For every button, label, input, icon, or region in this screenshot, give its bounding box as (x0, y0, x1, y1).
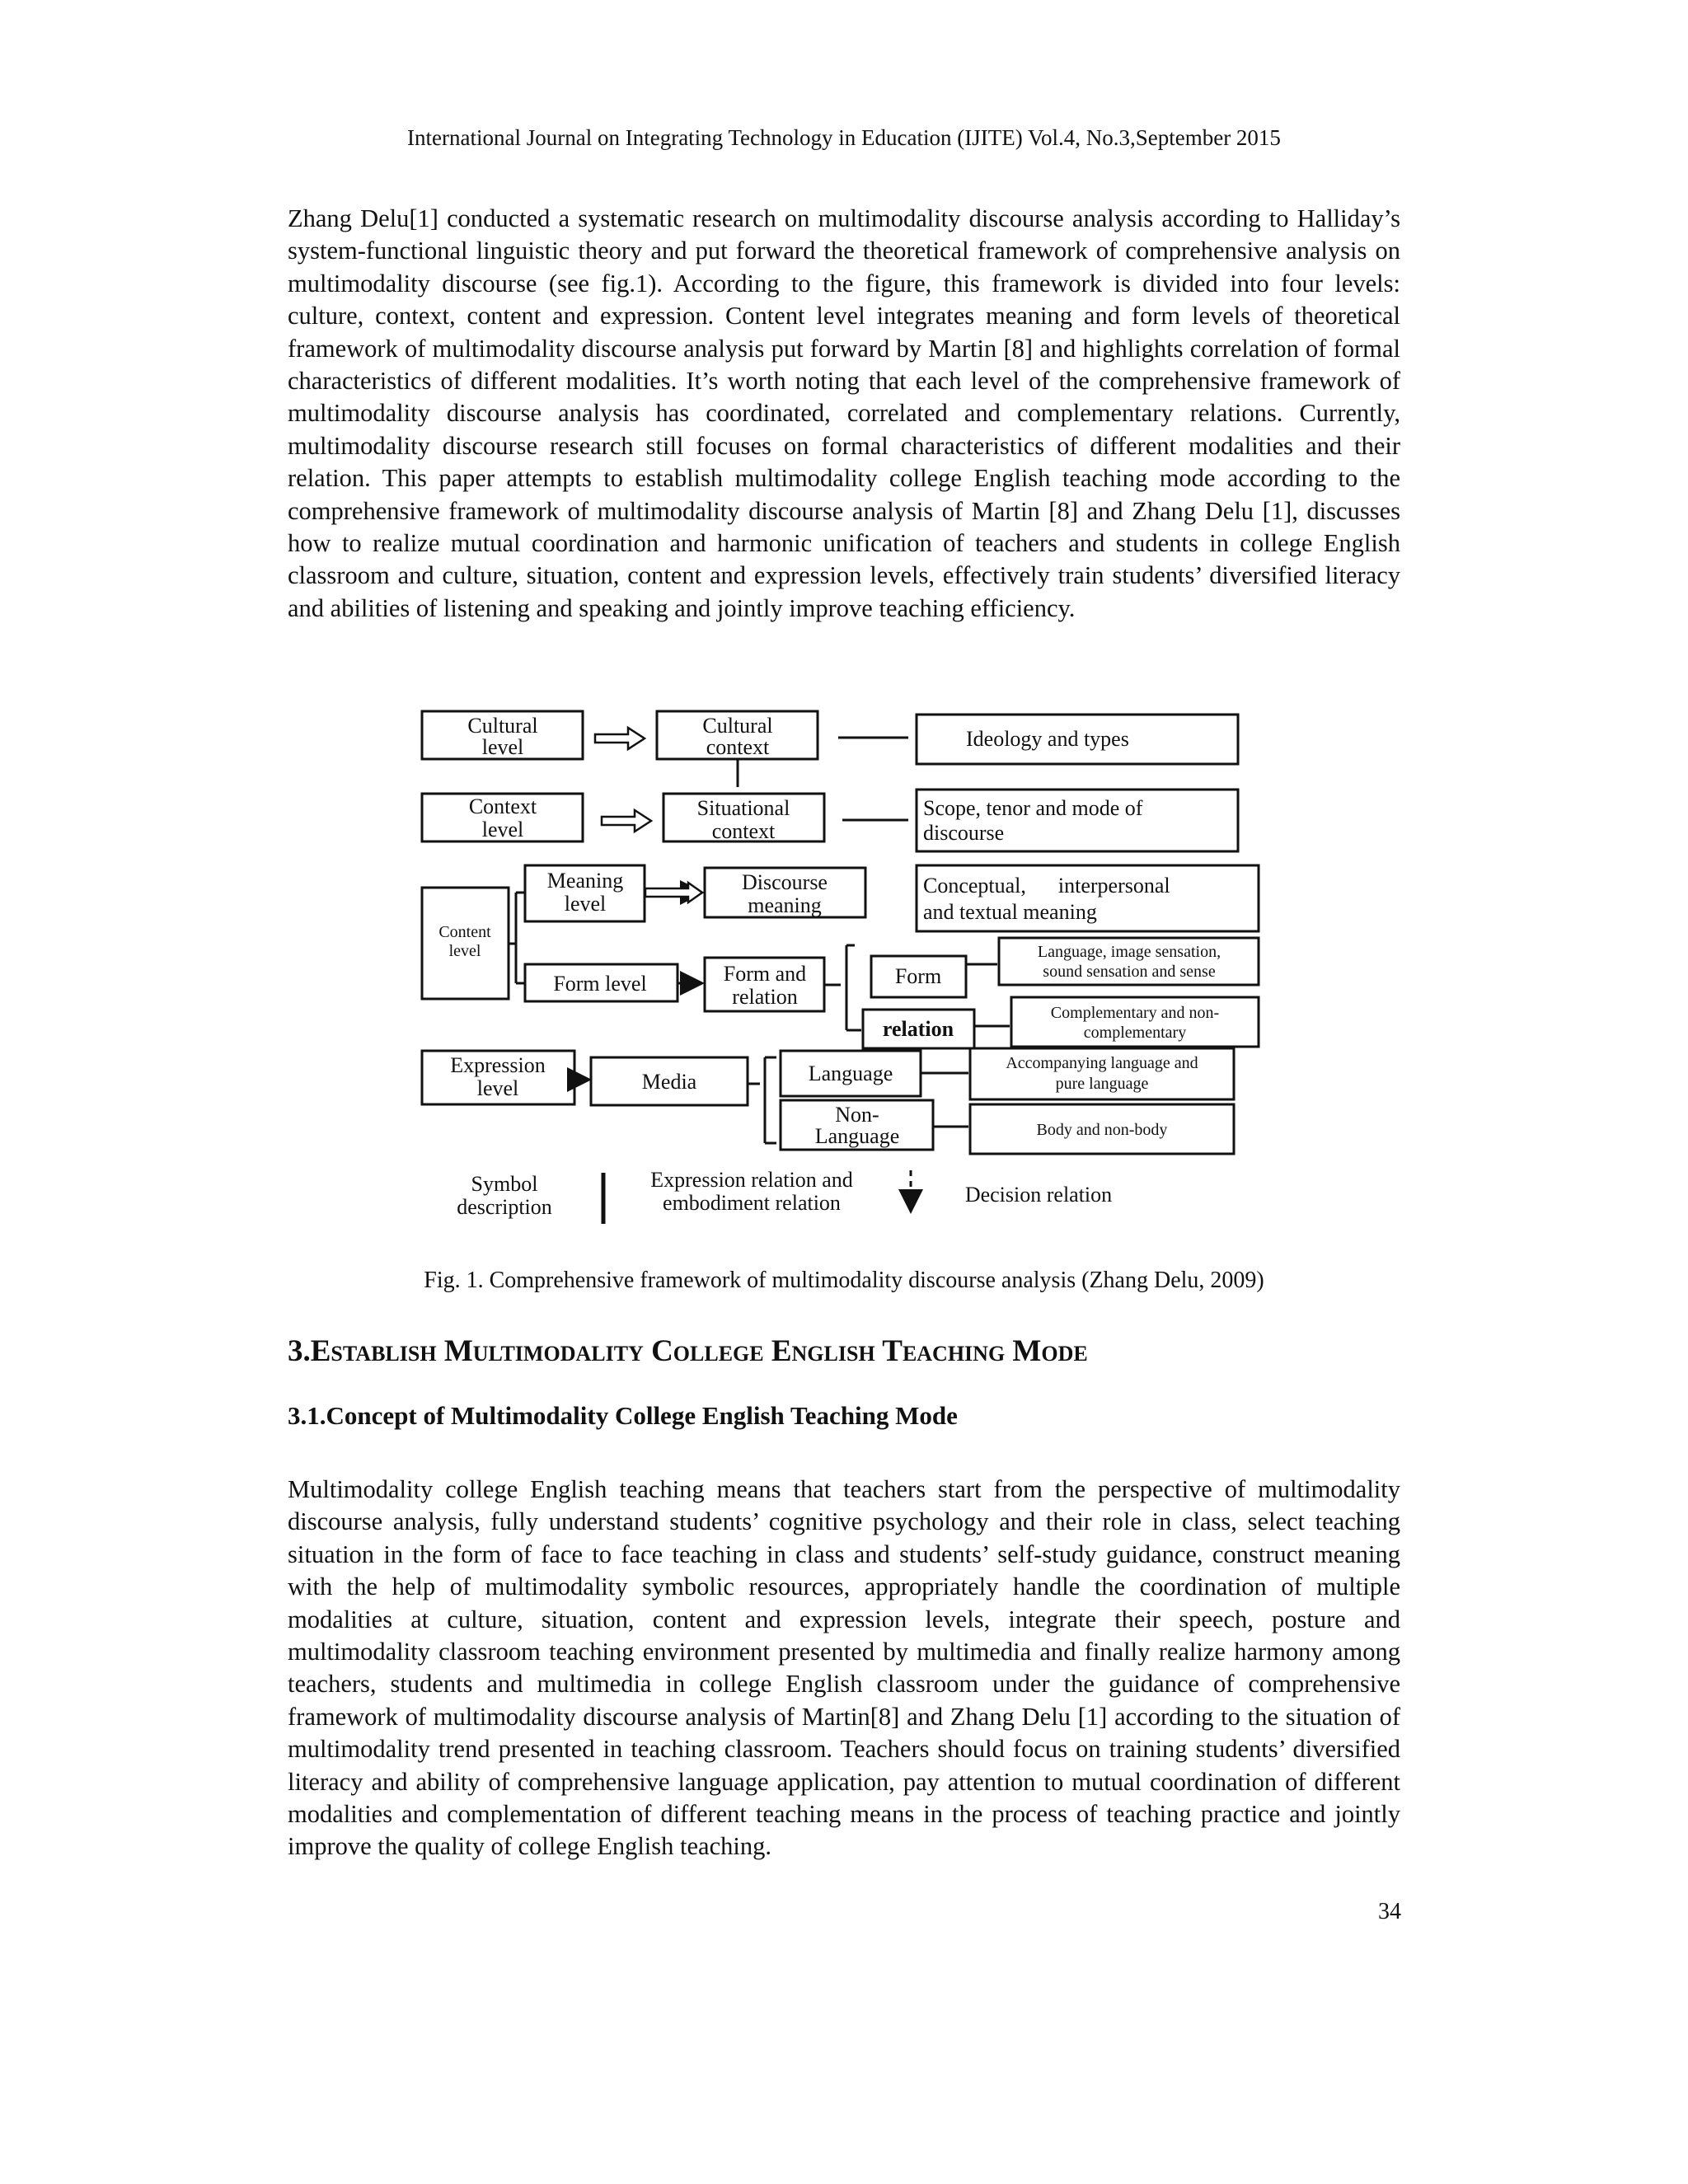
label-expression-relation: Expression relation and (650, 1168, 853, 1192)
label-cultural-context-2: context (706, 735, 770, 759)
label-symbol-description: Symbol (471, 1172, 538, 1196)
body-paragraph-2: Multimodality college English teaching means that teachers start from the perspective of multimodality discourse analysis, fully understand students’ cognitive psychology and their role in class, select teaching situation in the form of face to face teaching in class and students’ self-study guidance, construct meaning with the help of multimodality symbolic resources, appropriately handle the coordination of multiple modalities at culture, situation, content and expression levels, integrate their speech, posture and multimodality classroom teaching environment presented by multimedia and finally realize harmony among teachers, students and multimedia in college English classroom under the guidance of comprehensive framework of multimodality discourse analysis of Martin[8] and Zhang Delu [1] according to the situation of multimodality trend presented in teaching classroom. Teachers should focus on training students’ diversified literacy and ability of comprehensive language application, pay attention to mutual coordination of different modalities and complementation of different teaching means in the process of teaching practice and jointly improve the quality of college English teaching. (288, 1475, 1400, 1861)
label-non-language-2: Language (814, 1124, 900, 1148)
figure-caption: Fig. 1. Comprehensive framework of multimodality discourse analysis (Zhang Delu, 2009) (424, 1268, 1264, 1293)
label-media: Media (641, 1070, 697, 1094)
label-expression-relation-2: embodiment relation (663, 1191, 841, 1215)
label-non-language: Non- (835, 1103, 879, 1127)
label-relation: relation (882, 1017, 954, 1041)
journal-header: International Journal on Integrating Technology in Education (IJITE) Vol.4, No.3,September 2015 (407, 125, 1281, 150)
hollow-arrow (602, 810, 651, 832)
body-paragraph-1: Zhang Delu[1] conducted a systematic research on multimodality discourse analysis according to Halliday’s system-functional linguistic theory and put forward the theoretical framework of comprehensive analysis on multimodality discourse (see fig.1). According to the figure, this framework is divided into four levels: culture, context, content and expression. Content level integrates meaning and form levels of theoretical framework of multimodality discourse analysis put forward by Martin [8] and highlights correlation of formal characteristics of different modalities. It’s worth noting that each level of the comprehensive framework of multimodality discourse analysis has coordinated, correlated and complementary relations. Currently, multimodality discourse research still focuses on formal characteristics of different modalities and their relation. This paper attempts to establish multimodality college English teaching mode according to the comprehensive framework of multimodality discourse analysis of Martin [8] and Zhang Delu [1], discusses how to realize mutual coordination and harmonic unification of teachers and students in college English classroom and culture, situation, content and expression levels, effectively train students’ diversified literacy and abilities of listening and speaking and jointly improve teaching efficiency. (288, 204, 1400, 622)
label-accompanying-2: pure language (1055, 1075, 1149, 1093)
label-form-and-relation-2: relation (732, 985, 798, 1009)
label-ideology: Ideology and types (966, 727, 1129, 751)
hollow-arrow (645, 883, 702, 902)
label-form-level: Form level (553, 972, 647, 996)
section-heading: 3.Establish Multimodality College English Teaching Mode (288, 1334, 1088, 1368)
label-content-level-2: level (448, 942, 481, 960)
page-number: 34 (1378, 1899, 1401, 1924)
label-context-level: Context (468, 794, 537, 818)
label-expression-level-2: level (476, 1076, 519, 1100)
label-meaning-level: Meaning (546, 869, 624, 893)
label-scope-2: discourse (923, 821, 1005, 845)
subsection-heading: 3.1.Concept of Multimodality College English Teaching Mode (288, 1401, 958, 1430)
hollow-arrow (595, 728, 645, 749)
label-body: Body and non-body (1036, 1121, 1168, 1139)
label-expression-level: Expression (450, 1053, 546, 1077)
label-form-and-relation: Form and (723, 962, 807, 986)
label-language: Language (808, 1062, 893, 1085)
label-meaning-level-2: level (564, 892, 607, 916)
label-discourse-meaning: Discourse (742, 870, 828, 894)
label-discourse-meaning-2: meaning (748, 893, 822, 917)
label-conceptual-2: and textual meaning (923, 900, 1097, 924)
framework-figure (412, 705, 1278, 1232)
label-accompanying: Accompanying language and (1006, 1054, 1198, 1072)
label-context-level-2: level (481, 818, 524, 841)
framework-diagram (412, 705, 1278, 1232)
label-symbol-description-2: description (457, 1195, 552, 1219)
label-decision-relation: Decision relation (964, 1183, 1113, 1207)
label-complementary: Complementary and non- (1050, 1004, 1220, 1022)
label-situational-2: context (711, 819, 776, 843)
label-language-image: Language, image sensation, (1037, 943, 1221, 961)
label-cultural-context: Cultural (702, 714, 773, 738)
label-situational: Situational (696, 796, 790, 820)
label-cultural-level-2: level (481, 735, 524, 759)
label-cultural-level: Cultural (467, 714, 538, 738)
label-content-level: Content (438, 923, 491, 941)
label-conceptual: Conceptual, interpersonal (923, 874, 1170, 898)
label-scope: Scope, tenor and mode of (923, 796, 1143, 820)
label-language-image-2: sound sensation and sense (1043, 963, 1216, 981)
label-complementary-2: complementary (1083, 1024, 1187, 1042)
label-form: Form (894, 964, 942, 988)
